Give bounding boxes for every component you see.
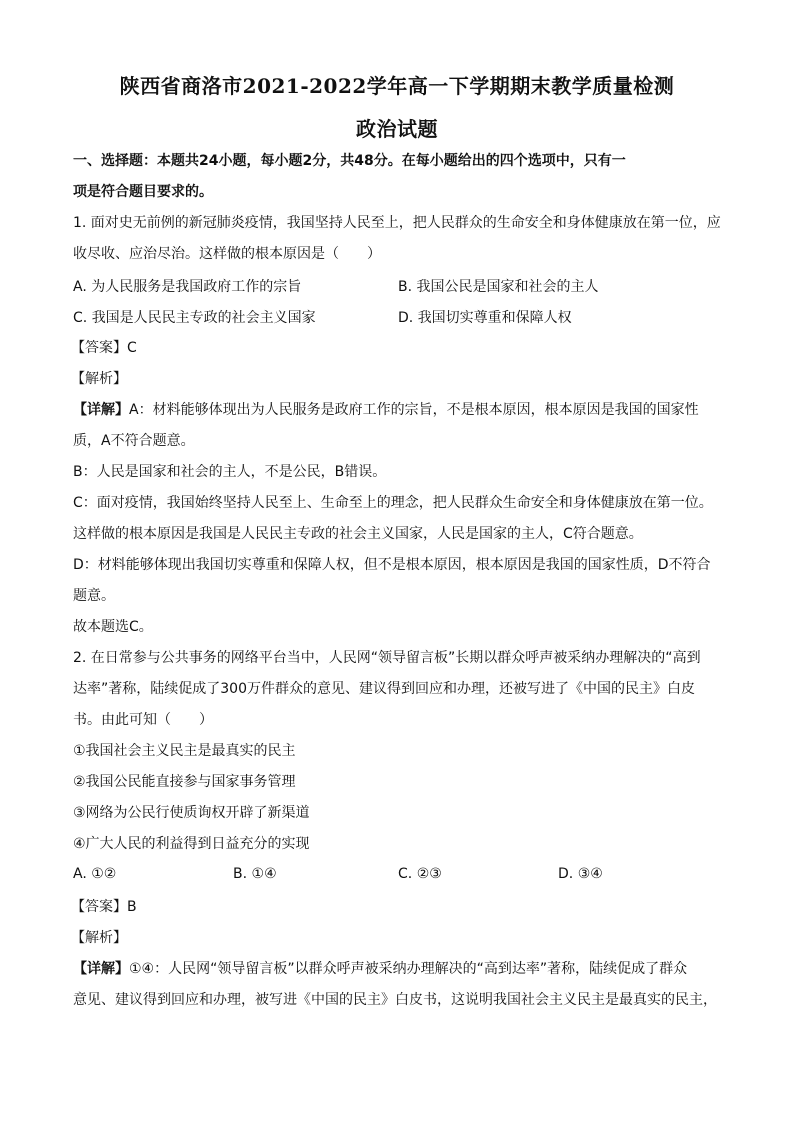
- detail-tag: 【详解】: [73, 402, 129, 418]
- q1-option-c: [73, 307, 316, 327]
- section-heading: 一、选择题：本题共24小题，每小题2分，共48分。在每小题给出的四个选项中，只有一: [73, 153, 626, 169]
- q1-option-d: [398, 307, 572, 327]
- option-label: C.: [398, 866, 413, 882]
- option-text: 为人民服务是我国政府工作的宗旨: [91, 279, 302, 295]
- q1-stem: 1. 面对史无前例的新冠肺炎疫情，我国坚持人民至上，把人民群众的生命安全和身体健康放在第一位，应: [73, 215, 721, 231]
- q1-detail-line: 题意。: [73, 588, 115, 604]
- q2-analysis-tag: 【解析】: [71, 930, 127, 946]
- q2-statement-4: ④广大人民的利益得到日益充分的实现: [73, 836, 310, 852]
- q2-answer: [71, 898, 731, 916]
- q2-stem-cont: 达率”著称，陆续促成了300万件群众的意见、建议得到回应和办理，还被写进了《中国的民主》白皮: [73, 681, 695, 697]
- answer-tag: 【答案】: [71, 899, 127, 915]
- q1-conclusion: 故本题选C。: [73, 619, 153, 635]
- option-label: A.: [73, 866, 87, 882]
- option-text: 我国切实尊重和保障人权: [417, 310, 572, 326]
- q2-option-c: [398, 866, 442, 882]
- q1-detail: [73, 401, 733, 419]
- option-label: C.: [73, 310, 88, 326]
- q1-detail-line: 这样做的根本原因是我国是人民民主专政的社会主义国家，人民是国家的主人，C符合题意。: [73, 526, 643, 542]
- option-text: ①②: [91, 866, 117, 882]
- q2-detail: [73, 960, 733, 978]
- option-label: B.: [233, 866, 248, 882]
- exam-subtitle: 政治试题: [356, 117, 438, 141]
- q1-option-a: [73, 276, 301, 296]
- option-label: D.: [558, 866, 574, 882]
- q1-stem-cont: 收尽收、应治尽治。这样做的根本原因是（ ）: [73, 246, 381, 262]
- q2-statement-3: ③网络为公民行使质询权开辟了新渠道: [73, 805, 310, 821]
- q2-option-d: [558, 866, 603, 882]
- q2-detail-line: 意见、建议得到回应和办理，被写进《中国的民主》白皮书，这说明我国社会主义民主是最真实的民主，: [73, 992, 717, 1008]
- option-text: ①④: [251, 866, 277, 882]
- q2-statement-1: ①我国社会主义民主是最真实的民主: [73, 743, 296, 759]
- q1-detail-line: 质，A不符合题意。: [73, 433, 195, 449]
- q1-analysis-tag: 【解析】: [71, 371, 127, 387]
- answer-value: B: [127, 899, 137, 915]
- option-label: B.: [398, 279, 413, 295]
- detail-tag: 【详解】: [73, 961, 129, 977]
- q2-statement-2: ②我国公民能直接参与国家事务管理: [73, 774, 296, 790]
- option-text: ③④: [577, 866, 603, 882]
- section-heading-cont: 项是符合题目要求的。: [73, 184, 213, 200]
- option-label: A.: [73, 279, 87, 295]
- detail-text: A：材料能够体现出为人民服务是政府工作的宗旨，不是根本原因，根本原因是我国的国家性: [129, 402, 699, 418]
- q1-detail-line: D：材料能够体现出我国切实尊重和保障人权，但不是根本原因，根本原因是我国的国家性质，D不符合: [73, 557, 711, 573]
- option-text: 我国是人民民主专政的社会主义国家: [91, 310, 316, 326]
- q2-option-a: [73, 866, 116, 882]
- option-text: ②③: [416, 866, 442, 882]
- detail-text: ①④：人民网“领导留言板”以群众呼声被采纳办理解决的“高到达率”著称，陆续促成了群众: [129, 961, 688, 977]
- exam-title: 陕西省商洛市2021-2022学年高一下学期期末教学质量检测: [119, 74, 675, 98]
- q2-stem: 2. 在日常参与公共事务的网络平台当中，人民网“领导留言板”长期以群众呼声被采纳办理解决的“高到: [73, 650, 701, 666]
- q2-option-b: [233, 866, 277, 882]
- q1-option-b: [398, 276, 599, 296]
- q1-detail-line: C：面对疫情，我国始终坚持人民至上、生命至上的理念，把人民群众生命安全和身体健康放在第一位。: [73, 495, 713, 511]
- answer-value: C: [127, 340, 137, 356]
- q1-detail-line: B：人民是国家和社会的主人，不是公民，B错误。: [73, 464, 387, 480]
- option-text: 我国公民是国家和社会的主人: [416, 279, 599, 295]
- q2-stem-cont: 书。由此可知（ ）: [73, 712, 213, 728]
- answer-tag: 【答案】: [71, 340, 127, 356]
- option-label: D.: [398, 310, 414, 326]
- q1-answer: [71, 339, 731, 357]
